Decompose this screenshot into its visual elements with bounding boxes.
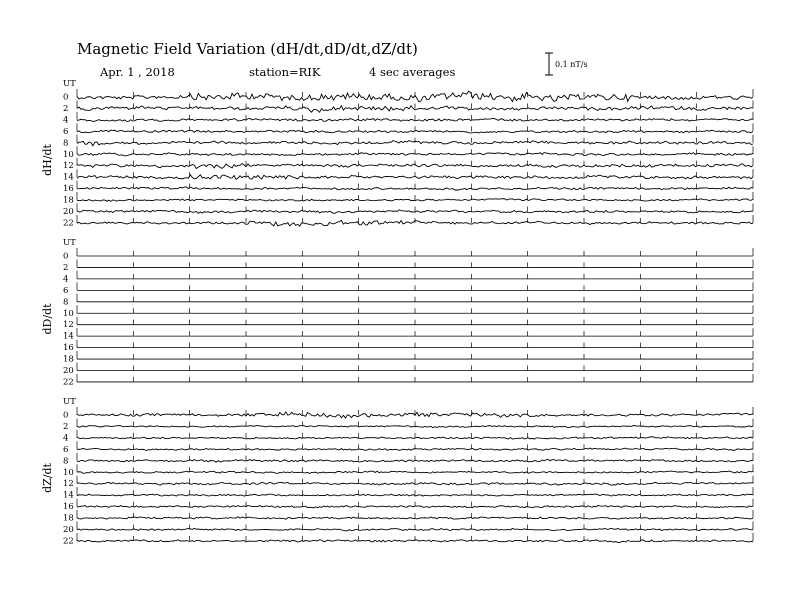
trace-line (77, 505, 753, 507)
panel-1 (41, 79, 753, 228)
ut-label: UT (63, 397, 76, 407)
hour-label: 16 (63, 184, 74, 195)
scale-bar (545, 53, 553, 75)
hour-label: 2 (63, 262, 69, 273)
panel-3 (41, 397, 753, 546)
hour-label: 22 (63, 377, 74, 388)
component-label: dD/dt (41, 303, 54, 335)
hour-label: 4 (63, 115, 69, 126)
chart-title: Magnetic Field Variation (dH/dt,dD/dt,dZ/dt) (77, 40, 418, 58)
hour-label: 22 (63, 536, 74, 547)
hour-label: 0 (63, 251, 69, 262)
scale-label: 0.1 nT/s (555, 60, 588, 69)
hour-label: 4 (63, 433, 69, 444)
averaging-label: 4 sec averages (369, 65, 456, 79)
ut-label: UT (63, 79, 76, 89)
panel-2 (41, 238, 753, 387)
hour-label: 14 (63, 490, 74, 501)
hour-label: 22 (63, 218, 74, 229)
component-label: dZ/dt (41, 463, 54, 493)
hour-label: 12 (63, 320, 74, 331)
trace-line (77, 459, 753, 462)
hour-label: 20 (63, 525, 74, 535)
trace-line (77, 130, 753, 133)
hour-label: 6 (63, 285, 69, 296)
hour-label: 16 (63, 343, 74, 354)
trace-line (77, 540, 753, 543)
station-label: station=RIK (249, 65, 321, 79)
hour-label: 14 (63, 331, 74, 342)
hour-label: 8 (63, 138, 69, 149)
hour-label: 20 (63, 207, 74, 217)
hour-label: 10 (63, 149, 74, 160)
hour-label: 10 (63, 308, 74, 319)
hour-label: 8 (63, 297, 69, 308)
trace-line (77, 141, 753, 146)
hour-label: 18 (63, 354, 74, 365)
hour-label: 2 (63, 103, 69, 114)
hour-label: 2 (63, 421, 69, 432)
component-label: dH/dt (41, 144, 54, 176)
trace-line (77, 164, 753, 169)
hour-label: 12 (63, 479, 74, 490)
hour-label: 10 (63, 467, 74, 478)
hour-label: 6 (63, 126, 69, 137)
hour-label: 16 (63, 502, 74, 513)
hour-label: 0 (63, 410, 69, 421)
hour-label: 8 (63, 456, 69, 467)
hour-label: 14 (63, 172, 74, 183)
hour-label: 0 (63, 92, 69, 103)
hour-label: 18 (63, 195, 74, 206)
date-label: Apr. 1 , 2018 (100, 65, 175, 79)
hour-label: 4 (63, 274, 69, 285)
hour-label: 12 (63, 161, 74, 172)
hour-label: 18 (63, 513, 74, 524)
hour-label: 6 (63, 444, 69, 455)
hour-label: 20 (63, 366, 74, 376)
ut-label: UT (63, 238, 76, 248)
